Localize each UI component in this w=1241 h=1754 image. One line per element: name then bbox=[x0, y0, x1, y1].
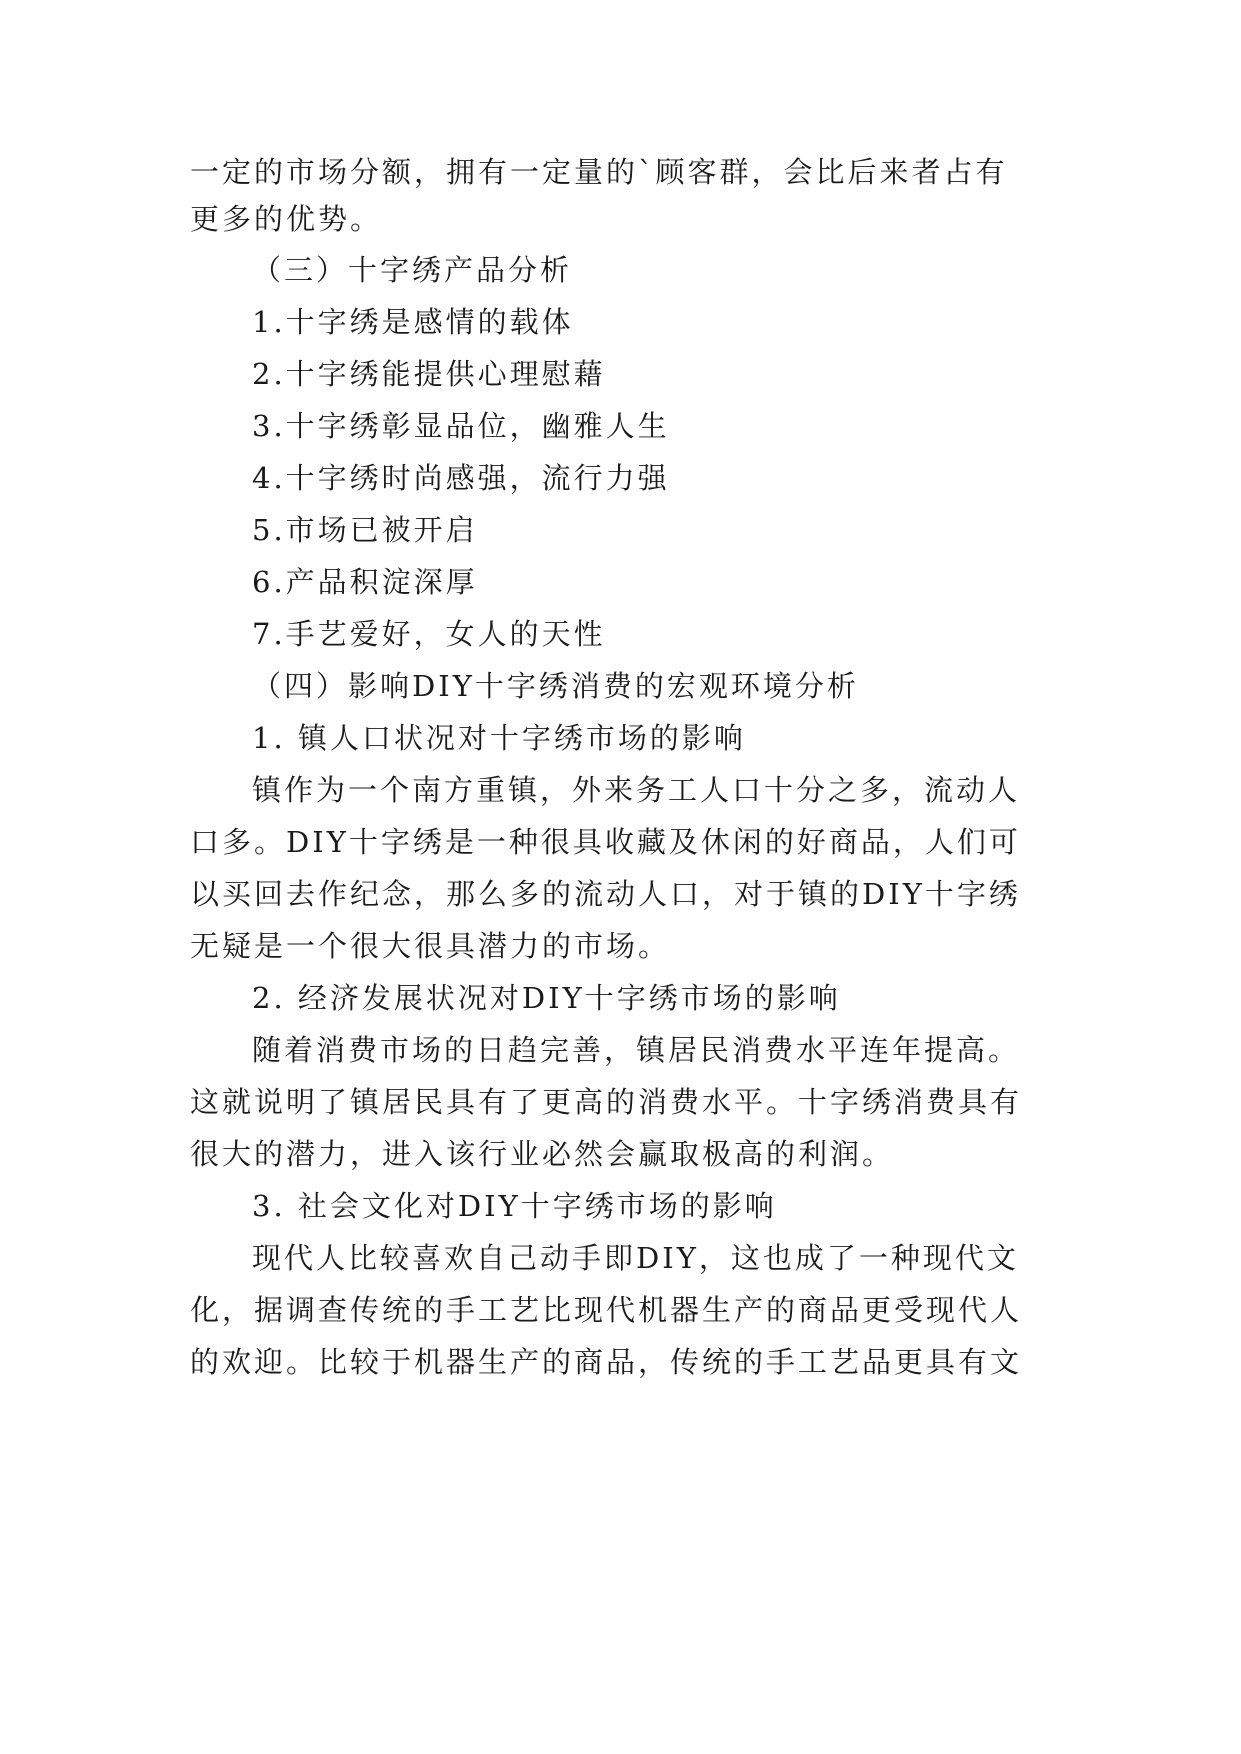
body-text-line: 镇作为一个南方重镇，外来务工人口十分之多，流动人 bbox=[252, 773, 1021, 807]
subsection-heading: 3. 社会文化对DIY十字绣市场的影响 bbox=[252, 1189, 777, 1223]
list-item: 7.手艺爱好，女人的天性 bbox=[252, 617, 606, 651]
body-text-line: 无疑是一个很大很具潜力的市场。 bbox=[190, 929, 671, 963]
body-text-line: 随着消费市场的日趋完善，镇居民消费水平连年提高。 bbox=[252, 1033, 1021, 1067]
body-text-line: 这就说明了镇居民具有了更高的消费水平。十字绣消费具有 bbox=[190, 1085, 1023, 1119]
list-item: 6.产品积淀深厚 bbox=[252, 565, 478, 599]
subsection-heading: 2. 经济发展状况对DIY十字绣市场的影响 bbox=[252, 981, 841, 1015]
body-text-line: 很大的潜力，进入该行业必然会赢取极高的利润。 bbox=[190, 1137, 895, 1171]
body-text-line: 现代人比较喜欢自己动手即DIY，这也成了一种现代文 bbox=[252, 1241, 1019, 1275]
body-text-line: 更多的优势。 bbox=[190, 202, 383, 236]
list-item: 1.十字绣是感情的载体 bbox=[252, 305, 574, 339]
list-item: 3.十字绣彰显品位，幽雅人生 bbox=[252, 409, 670, 443]
body-text-line: 口多。DIY十字绣是一种很具收藏及休闲的好商品，人们可 bbox=[190, 825, 1021, 859]
body-text-line: 一定的市场分额，拥有一定量的`顾客群，会比后来者占有 bbox=[190, 155, 1008, 189]
list-item: 4.十字绣时尚感强，流行力强 bbox=[252, 461, 670, 495]
section-heading: （四）影响DIY十字绣消费的宏观环境分析 bbox=[252, 669, 859, 703]
subsection-heading: 1. 镇人口状况对十字绣市场的影响 bbox=[252, 721, 746, 755]
section-heading: （三）十字绣产品分析 bbox=[252, 253, 573, 287]
body-text-line: 化，据调查传统的手工艺比现代机器生产的商品更受现代人 bbox=[190, 1293, 1023, 1327]
body-text-line: 的欢迎。比较于机器生产的商品，传统的手工艺品更具有文 bbox=[190, 1345, 1023, 1379]
list-item: 2.十字绣能提供心理慰藉 bbox=[252, 357, 606, 391]
body-text-line: 以买回去作纪念，那么多的流动人口，对于镇的DIY十字绣 bbox=[190, 877, 1021, 911]
list-item: 5.市场已被开启 bbox=[252, 513, 478, 547]
